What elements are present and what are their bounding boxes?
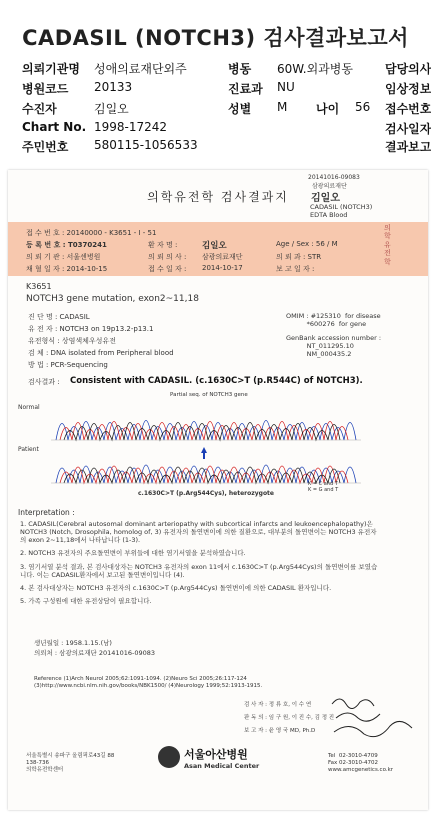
stamp-sample: EDTA Blood (310, 211, 348, 219)
detail-inheritance: 유전형식 : 상염색체우성유전 (28, 337, 116, 345)
signer-tester: 검 사 자 : 정 류 호, 이 수 연 (244, 702, 312, 708)
value-chart-no: 1998-17242 (94, 120, 168, 134)
value-hospital-code: 20133 (94, 80, 133, 94)
info-age-sex: Age / Sex : 56 / M (276, 240, 338, 248)
info-recv-label: 접 수 일 자 : (148, 265, 187, 273)
chrom-mutation: c.1630C>T (p.Arg544Cys), heterozygote (138, 490, 274, 497)
info-receipt: 접 수 번 호 : 20140000 - K3651 - I - 51 (26, 229, 157, 237)
info-dept: 의 뢰 과 : STR (276, 253, 322, 261)
stamp-number: 20141016-09083 (308, 174, 360, 181)
page-title: CADASIL (NOTCH3) 검사결과보고서 (22, 26, 409, 50)
value-institution: 성애의료재단외주 (94, 62, 187, 76)
label-hospital-code: 병원코드 (22, 82, 69, 96)
signer-reader: 판 독 의 : 임 구 원, 이 진 수, 김 정 진 (244, 715, 335, 721)
detail-method: 방 법 : PCR-Sequencing (28, 361, 108, 369)
info-registration: 등 록 번 호 : T0370241 (26, 241, 107, 249)
scanned-report (8, 170, 428, 810)
result-label: 검사결과 : (28, 378, 60, 386)
label-test-date: 검사일자 (385, 122, 431, 136)
detail-specimen: 검 체 : DNA isolated from Peripheral blood (28, 349, 174, 357)
stamp-org: 삼광의료재단 (312, 183, 347, 190)
label-institution: 의뢰기관명 (22, 62, 80, 76)
label-doctor: 담당의사 (385, 62, 431, 76)
chrom-normal-label: Normal (18, 404, 40, 411)
stamp-name: 김일오 (311, 193, 340, 204)
info-recv-date: 2014-10-17 (202, 264, 243, 272)
side-label: 의학유전학 (384, 224, 391, 266)
label-sex: 성별 (228, 102, 252, 116)
chrom-key: K = C and T K = G and T (308, 481, 339, 493)
lab-line: 의뢰처 : 삼광의료재단 20141016-09083 (34, 649, 156, 657)
report-header (0, 0, 431, 165)
test-code: K3651 (26, 282, 52, 291)
references: Reference (1)Arch Neurol 2005;62:1091-1094. (2)Neuro Sci 2005;26:117-124 (3)http://www.ncbi.nlm.nih.gov/books/NBK1500/ (4)Neurology 1999;52:1913-1915. (34, 676, 263, 690)
detail-diagnosis: 진 단 명 : CADASIL (28, 313, 90, 321)
contact: Tel 02-3010-4709 Fax 02-3010-4702 www.amcgenetics.co.kr (328, 753, 394, 774)
birth-date: 생년월일 : 1958.1.15.(남) (34, 639, 112, 647)
label-receipt-no: 접수번호 (385, 102, 431, 116)
label-chart-no: Chart No. (22, 120, 87, 134)
chrom-patient-label: Patient (18, 446, 39, 453)
interp-title: Interpretation : (18, 508, 75, 517)
value-department: NU (277, 80, 295, 94)
interp-item: 1. CADASIL(Cerebral autosomal dominant arteriopathy with subcortical infarcts and leukoencephalopathy)은 NOTCH3 (Notch, Drosophila, homolog of, 3) 유전자의 돌연변이에 의한 질환으로, 대부분의 돌연변이는 NOTCH3 유전자의 exon 2~11,18에서 나타납니다 (1-3). (20, 520, 377, 545)
value-sex: M (277, 100, 288, 114)
info-collect-date: 채 혈 일 자 : 2014-10-15 (26, 265, 108, 273)
value-ward: 60W.외과병동 (277, 62, 353, 76)
interp-item: 5. 가족 구성원에 대한 유전상담이 필요합니다. (20, 596, 152, 605)
interp-item: 4. 본 검사대상자는 NOTCH3 유전자의 c.1630C>T (p.Arg544Cys) 돌연변이에 의한 CADASIL 환자입니다. (20, 583, 332, 592)
signer-reporter: 보 고 자 : 윤 영 국 MD, Ph.D (244, 728, 316, 734)
value-patient: 김일오 (94, 102, 129, 116)
label-ward: 병동 (228, 62, 252, 76)
label-patient: 수진자 (22, 102, 57, 116)
test-name: NOTCH3 gene mutation, exon2~11,18 (26, 294, 199, 304)
address: 서울특별시 송파구 올림픽로43길 88 138-736 의학유전학센터 (26, 753, 115, 774)
genbank: GenBank accession number : NT_011295.10 NM_000435.2 (286, 334, 382, 358)
info-patient-label: 환 자 명 : (148, 241, 178, 249)
interp-item: 3. 염기서열 분석 결과, 본 검사대상자는 NOTCH3 유전자의 exon 11에서 c.1630C>T (p.Arg544Cys)의 돌연변이를 보였습니다. 이는 CADASIL환자에서 보고된 돌연변이입니다 (4). (20, 562, 378, 579)
value-age: 56 (355, 100, 371, 114)
info-doctor-label: 의 뢰 의 사 : (148, 253, 187, 261)
label-age: 나이 (316, 102, 340, 116)
signature (328, 692, 418, 742)
info-report-date: 보 고 일 자 : (276, 265, 315, 273)
chrom-caption: Partial seq. of NOTCH3 gene (170, 392, 248, 398)
label-department: 진료과 (228, 82, 263, 96)
info-patient: 김일오 (202, 241, 227, 251)
result-text: Consistent with CADASIL. (c.1630C>T (p.R544C) of NOTCH3). (70, 376, 363, 386)
info-lab: 삼광의료재단 (202, 253, 243, 261)
hospital-logo-icon (158, 746, 180, 768)
hospital-name-ko: 서울아산병원 (184, 748, 248, 761)
label-clinical-info: 임상정보 (385, 82, 431, 96)
detail-gene: 유 전 자 : NOTCH3 on 19p13.2-p13.1 (28, 325, 154, 333)
label-resident-no: 주민번호 (22, 140, 69, 154)
hospital-name-en: Asan Medical Center (184, 762, 260, 770)
interp-item: 2. NOTCH3 유전자의 주요돌연변이 부위들에 대한 염기서열을 분석하였습니다. (20, 549, 246, 558)
stamp-test: CADASIL (NOTCH3) (310, 203, 373, 211)
interp-list (20, 520, 380, 610)
value-resident-no: 580115-1056533 (94, 138, 198, 152)
info-institution: 의 뢰 기 관 : 서울센병원 (26, 253, 101, 261)
label-result-report: 결과보고 (385, 140, 431, 154)
omim: OMIM : #125310 for disease *600276 for gene (286, 312, 381, 328)
report-title: 의학유전학 검사결과지 (147, 190, 289, 204)
